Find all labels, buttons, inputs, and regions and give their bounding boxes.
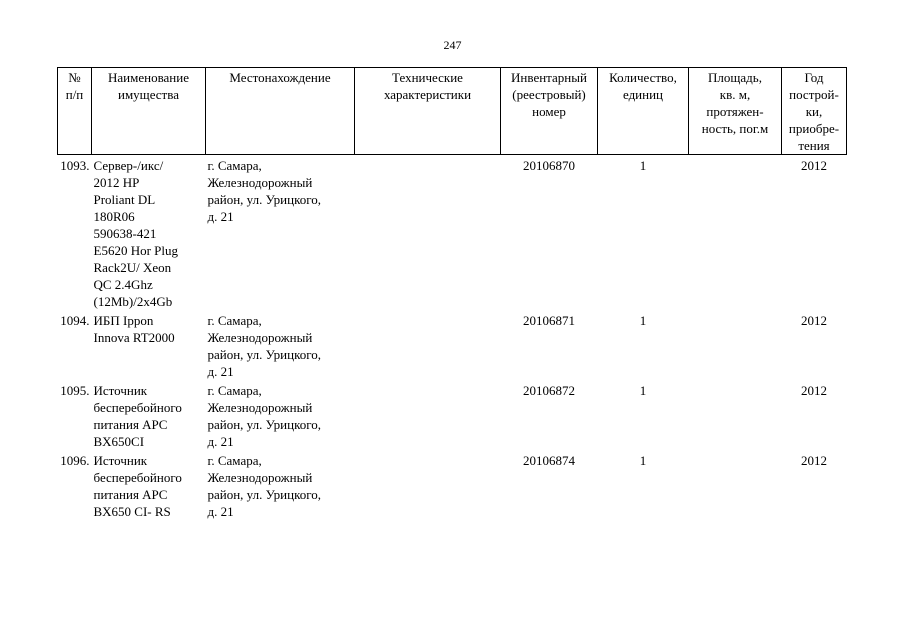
cell-inventory: 20106872	[523, 383, 575, 398]
cell-year: 2012	[801, 453, 827, 468]
cell-quantity: 1	[639, 158, 647, 173]
table-row	[58, 155, 847, 311]
table-row	[58, 380, 847, 450]
table-body	[58, 155, 847, 521]
header-specs: Технические характеристики	[355, 68, 501, 155]
cell-year: 2012	[801, 158, 827, 173]
page-number: 247	[443, 38, 462, 52]
cell-name: ИБП Ippon Innova RT2000	[93, 313, 175, 345]
header-year: Год построй- ки, приобре- тения	[782, 68, 847, 155]
cell-quantity: 1	[639, 453, 647, 468]
cell-no: 1096.	[60, 453, 90, 468]
cell-specs	[355, 450, 501, 520]
cell-quantity: 1	[639, 313, 647, 328]
cell-specs	[355, 380, 501, 450]
cell-area	[689, 380, 782, 450]
table-row	[58, 310, 847, 380]
cell-year: 2012	[801, 383, 827, 398]
inventory-table	[57, 67, 847, 520]
cell-location: г. Самара, Железнодорожный район, ул. Урицкого, д. 21	[207, 158, 321, 224]
cell-name: Сервер-/икс/ 2012 HP Proliant DL 180R06 590638-421 E5620 Hor Plug Rack2U/ Xeon QC 2.4Ghz (12Mb)/2x4Gb	[93, 158, 178, 309]
cell-inventory: 20106870	[523, 158, 575, 173]
cell-inventory: 20106871	[523, 313, 575, 328]
cell-name: Источник бесперебойного питания APC BX650CI	[93, 383, 182, 449]
cell-quantity: 1	[639, 383, 647, 398]
cell-location: г. Самара, Железнодорожный район, ул. Урицкого, д. 21	[207, 383, 321, 449]
cell-specs	[355, 310, 501, 380]
cell-no: 1093.	[60, 158, 90, 173]
cell-area	[689, 310, 782, 380]
header-area: Площадь, кв. м, протяжен- ность, пог.м	[689, 68, 782, 155]
cell-name: Источник бесперебойного питания APC BX650 CI- RS	[93, 453, 182, 519]
cell-location: г. Самара, Железнодорожный район, ул. Урицкого, д. 21	[207, 453, 321, 519]
header-row	[58, 68, 847, 155]
header-no: № п/п	[58, 68, 92, 155]
cell-inventory: 20106874	[523, 453, 575, 468]
table-header	[58, 68, 847, 155]
header-location: Местонахождение	[206, 68, 355, 155]
cell-no: 1094.	[60, 313, 90, 328]
cell-specs	[355, 155, 501, 311]
header-name: Наименование имущества	[92, 68, 206, 155]
header-quantity: Количество, единиц	[598, 68, 689, 155]
cell-area	[689, 155, 782, 311]
header-inventory: Инвентарный (реестровый) номер	[501, 68, 598, 155]
cell-area	[689, 450, 782, 520]
cell-no: 1095.	[60, 383, 90, 398]
cell-location: г. Самара, Железнодорожный район, ул. Урицкого, д. 21	[207, 313, 321, 379]
cell-year: 2012	[801, 313, 827, 328]
table-row	[58, 450, 847, 520]
